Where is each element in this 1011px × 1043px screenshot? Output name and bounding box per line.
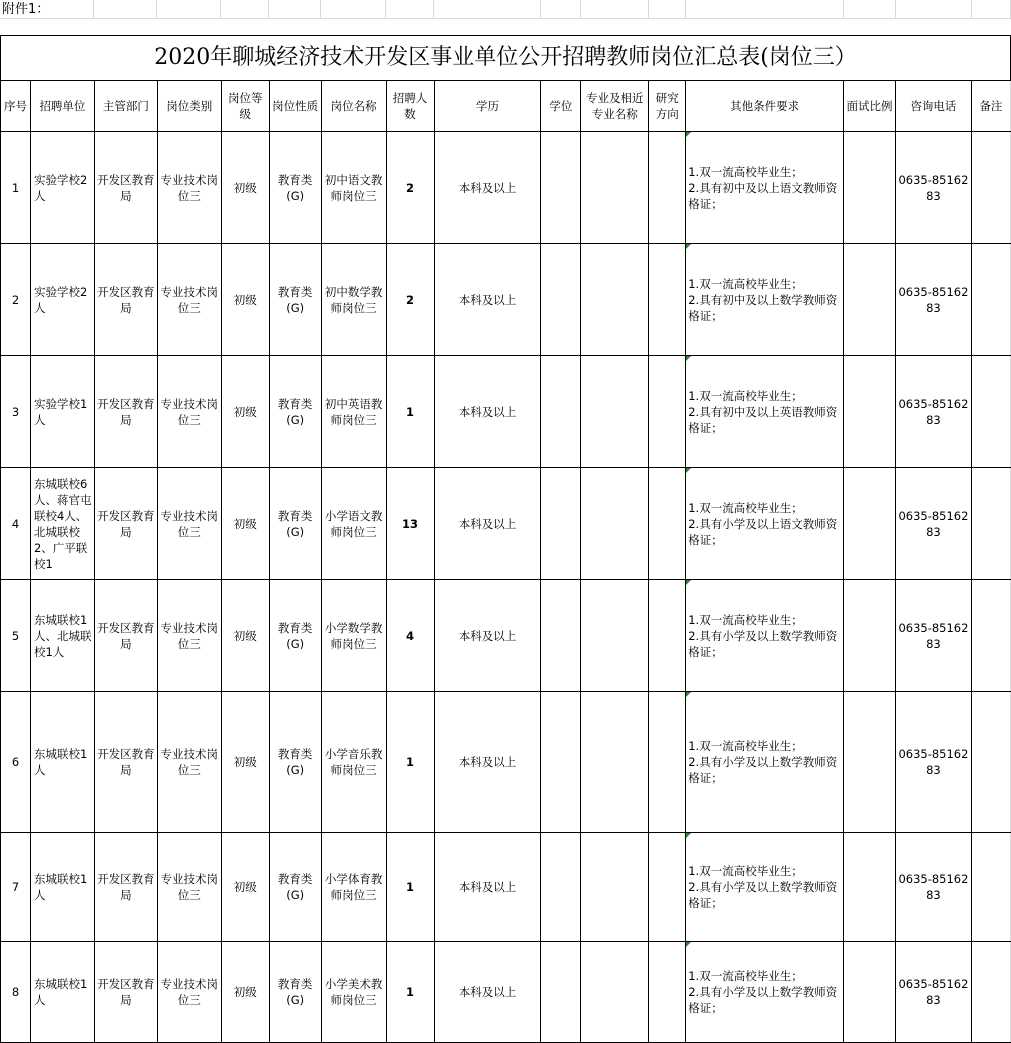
header-cell: 岗位性质 xyxy=(269,81,321,132)
post-cell[interactable]: 初中数学教师岗位三 xyxy=(321,244,386,356)
note-cell[interactable] xyxy=(971,692,1010,833)
degree-cell[interactable] xyxy=(541,244,581,356)
requirement-line: 1.双一流高校毕业生； xyxy=(688,864,803,878)
header-cell: 其他条件要求 xyxy=(686,81,844,132)
research-cell[interactable] xyxy=(649,356,686,468)
phone-cell[interactable]: 0635-8516283 xyxy=(895,244,971,356)
comment-marker-icon xyxy=(686,692,691,697)
requirement-line: 2.具有小学及以上数学教师资格证； xyxy=(688,628,838,659)
phone-cell[interactable]: 0635-8516283 xyxy=(895,692,971,833)
note-cell[interactable] xyxy=(971,833,1010,942)
level-cell[interactable]: 初级 xyxy=(221,942,269,1043)
header-cell: 主管部门 xyxy=(94,81,157,132)
header-cell: 岗位类别 xyxy=(157,81,221,132)
serial-cell[interactable]: 6 xyxy=(1,692,31,833)
unit-cell[interactable]: 实验学校1人 xyxy=(30,356,94,468)
header-cell: 备注 xyxy=(971,81,1010,132)
nature-cell[interactable]: 教育类(G) xyxy=(269,244,321,356)
nature-cell[interactable]: 教育类(G) xyxy=(269,833,321,942)
table-row xyxy=(1,132,1011,244)
level-cell[interactable]: 初级 xyxy=(221,244,269,356)
comment-marker-icon xyxy=(686,580,691,585)
degree-cell[interactable] xyxy=(541,942,581,1043)
phone-cell[interactable]: 0635-8516283 xyxy=(895,468,971,580)
category-cell[interactable]: 专业技术岗位三 xyxy=(157,580,221,692)
degree-cell[interactable] xyxy=(541,580,581,692)
count-cell[interactable]: 2 xyxy=(386,244,434,356)
level-cell[interactable]: 初级 xyxy=(221,468,269,580)
nature-cell[interactable]: 教育类(G) xyxy=(269,468,321,580)
level-cell[interactable]: 初级 xyxy=(221,132,269,244)
requirement-line: 1.双一流高校毕业生； xyxy=(688,739,803,753)
cell-n1[interactable] xyxy=(896,0,972,19)
category-cell[interactable]: 专业技术岗位三 xyxy=(157,132,221,244)
dept-cell[interactable]: 开发区教育局 xyxy=(94,244,157,356)
comment-marker-icon xyxy=(686,942,691,947)
unit-cell[interactable]: 东城联校1人 xyxy=(30,942,94,1043)
post-cell[interactable]: 小学音乐教师岗位三 xyxy=(321,692,386,833)
ratio-cell[interactable] xyxy=(844,244,896,356)
table-row xyxy=(1,580,1011,692)
sheet-top-row xyxy=(0,0,1011,20)
research-cell[interactable] xyxy=(649,244,686,356)
header-cell: 岗位等级 xyxy=(221,81,269,132)
degree-cell[interactable] xyxy=(541,692,581,833)
degree-cell[interactable] xyxy=(541,833,581,942)
cell-o1[interactable] xyxy=(972,0,1011,19)
dept-cell[interactable]: 开发区教育局 xyxy=(94,468,157,580)
count-cell[interactable]: 1 xyxy=(386,356,434,468)
dept-cell[interactable]: 开发区教育局 xyxy=(94,833,157,942)
major-cell[interactable] xyxy=(581,833,649,942)
unit-cell[interactable]: 实验学校2人 xyxy=(30,244,94,356)
degree-cell[interactable] xyxy=(541,356,581,468)
post-cell[interactable]: 小学语文教师岗位三 xyxy=(321,468,386,580)
cell-g1[interactable] xyxy=(386,0,434,19)
dept-cell[interactable]: 开发区教育局 xyxy=(94,942,157,1043)
header-cell: 咨询电话 xyxy=(895,81,971,132)
ratio-cell[interactable] xyxy=(844,580,896,692)
comment-marker-icon xyxy=(686,833,691,838)
header-cell: 研究方向 xyxy=(649,81,686,132)
requirement-line: 2.具有小学及以上语文教师资格证； xyxy=(688,516,838,547)
requirement-line: 2.具有小学及以上数学教师资格证； xyxy=(688,880,838,910)
serial-cell[interactable]: 4 xyxy=(1,468,31,580)
dept-cell[interactable]: 开发区教育局 xyxy=(94,692,157,833)
requirement-line: 2.具有小学及以上数学教师资格证； xyxy=(688,985,838,1015)
header-cell: 学位 xyxy=(541,81,581,132)
major-cell[interactable] xyxy=(581,356,649,468)
requirement-line: 1.双一流高校毕业生； xyxy=(688,388,803,403)
requirement-line: 2.具有小学及以上数学教师资格证； xyxy=(688,755,838,785)
requirements-cell[interactable] xyxy=(686,833,844,942)
requirement-line: 1.双一流高校毕业生； xyxy=(688,276,803,291)
note-cell[interactable] xyxy=(971,468,1010,580)
requirements-cell[interactable] xyxy=(686,356,844,468)
phone-cell[interactable]: 0635-8516283 xyxy=(895,356,971,468)
phone-cell[interactable]: 0635-8516283 xyxy=(895,132,971,244)
cell-j1[interactable] xyxy=(581,0,649,19)
table-row xyxy=(1,833,1011,942)
research-cell[interactable] xyxy=(649,468,686,580)
header-cell: 面试比例 xyxy=(844,81,896,132)
table-row xyxy=(1,356,1011,468)
header-cell: 专业及相近专业名称 xyxy=(581,81,649,132)
requirements-cell[interactable] xyxy=(686,580,844,692)
cell-d1[interactable] xyxy=(221,0,269,19)
cell-f1[interactable] xyxy=(321,0,386,19)
count-cell[interactable]: 1 xyxy=(386,942,434,1043)
header-cell: 招聘人数 xyxy=(386,81,434,132)
major-cell[interactable] xyxy=(581,580,649,692)
ratio-cell[interactable] xyxy=(844,833,896,942)
recruitment-table xyxy=(0,35,1011,1043)
cell-e1[interactable] xyxy=(269,0,321,19)
comment-marker-icon xyxy=(686,356,691,361)
unit-cell[interactable]: 东城联校1人、北城联校1人 xyxy=(30,580,94,692)
level-cell[interactable]: 初级 xyxy=(221,580,269,692)
serial-cell[interactable]: 2 xyxy=(1,244,31,356)
dept-cell[interactable]: 开发区教育局 xyxy=(94,132,157,244)
post-cell[interactable]: 初中语文教师岗位三 xyxy=(321,132,386,244)
note-cell[interactable] xyxy=(971,580,1010,692)
nature-cell[interactable]: 教育类(G) xyxy=(269,132,321,244)
table-title: 2020年聊城经济技术开发区事业单位公开招聘教师岗位汇总表(岗位三） xyxy=(1,36,1011,81)
category-cell[interactable]: 专业技术岗位三 xyxy=(157,244,221,356)
ratio-cell[interactable] xyxy=(844,468,896,580)
level-cell[interactable]: 初级 xyxy=(221,356,269,468)
category-cell[interactable]: 专业技术岗位三 xyxy=(157,468,221,580)
ratio-cell[interactable] xyxy=(844,132,896,244)
unit-cell[interactable]: 东城联校1人 xyxy=(30,692,94,833)
post-cell[interactable]: 小学体育教师岗位三 xyxy=(321,833,386,942)
phone-cell[interactable]: 0635-8516283 xyxy=(895,580,971,692)
requirements-cell[interactable] xyxy=(686,692,844,833)
comment-marker-icon xyxy=(686,468,691,473)
count-cell[interactable]: 13 xyxy=(386,468,434,580)
count-cell[interactable]: 1 xyxy=(386,833,434,942)
ratio-cell[interactable] xyxy=(844,692,896,833)
table-row xyxy=(1,468,1011,580)
serial-cell[interactable]: 1 xyxy=(1,132,31,244)
education-cell[interactable]: 本科及以上 xyxy=(434,356,541,468)
category-cell[interactable]: 专业技术岗位三 xyxy=(157,356,221,468)
comment-marker-icon xyxy=(686,244,691,249)
ratio-cell[interactable] xyxy=(844,942,896,1043)
cell-c1[interactable] xyxy=(157,0,221,19)
post-cell[interactable]: 小学数学教师岗位三 xyxy=(321,580,386,692)
table-row xyxy=(1,244,1011,356)
header-cell: 序号 xyxy=(1,81,31,132)
requirement-line: 1.双一流高校毕业生； xyxy=(688,500,803,515)
note-cell[interactable] xyxy=(971,132,1010,244)
header-cell: 招聘单位 xyxy=(30,81,94,132)
requirement-line: 2.具有初中及以上英语教师资格证； xyxy=(688,404,838,435)
title-row xyxy=(1,36,1011,81)
note-cell[interactable] xyxy=(971,356,1010,468)
research-cell[interactable] xyxy=(649,942,686,1043)
ratio-cell[interactable] xyxy=(844,356,896,468)
requirement-line: 2.具有初中及以上数学教师资格证； xyxy=(688,292,838,323)
header-row xyxy=(1,81,1011,132)
major-cell[interactable] xyxy=(581,244,649,356)
education-cell[interactable]: 本科及以上 xyxy=(434,580,541,692)
cell-b1[interactable] xyxy=(94,0,157,19)
research-cell[interactable] xyxy=(649,692,686,833)
level-cell[interactable]: 初级 xyxy=(221,692,269,833)
cell-h1[interactable] xyxy=(434,0,541,19)
category-cell[interactable]: 专业技术岗位三 xyxy=(157,833,221,942)
count-cell[interactable]: 1 xyxy=(386,692,434,833)
phone-cell[interactable]: 0635-8516283 xyxy=(895,833,971,942)
cell-i1[interactable] xyxy=(541,0,581,19)
attachment-label: 附件1： xyxy=(2,2,50,17)
serial-cell[interactable]: 8 xyxy=(1,942,31,1043)
major-cell[interactable] xyxy=(581,942,649,1043)
requirement-line: 1.双一流高校毕业生； xyxy=(688,969,803,983)
nature-cell[interactable]: 教育类(G) xyxy=(269,942,321,1043)
requirement-line: 2.具有初中及以上语文教师资格证； xyxy=(688,180,838,211)
nature-cell[interactable]: 教育类(G) xyxy=(269,692,321,833)
requirements-cell[interactable] xyxy=(686,942,844,1043)
cell-l1[interactable] xyxy=(686,0,844,19)
education-cell[interactable]: 本科及以上 xyxy=(434,468,541,580)
table-row xyxy=(1,942,1011,1043)
major-cell[interactable] xyxy=(581,132,649,244)
research-cell[interactable] xyxy=(649,132,686,244)
requirement-line: 1.双一流高校毕业生； xyxy=(688,612,803,627)
major-cell[interactable] xyxy=(581,692,649,833)
research-cell[interactable] xyxy=(649,580,686,692)
post-cell[interactable]: 初中英语教师岗位三 xyxy=(321,356,386,468)
level-cell[interactable]: 初级 xyxy=(221,833,269,942)
unit-cell[interactable]: 东城联校6人、蒋官屯联校4人、北城联校2、广平联校1 xyxy=(30,468,94,580)
education-cell[interactable]: 本科及以上 xyxy=(434,132,541,244)
education-cell[interactable]: 本科及以上 xyxy=(434,692,541,833)
cell-m1[interactable] xyxy=(844,0,896,19)
cell-k1[interactable] xyxy=(649,0,686,19)
serial-cell[interactable]: 7 xyxy=(1,833,31,942)
degree-cell[interactable] xyxy=(541,132,581,244)
major-cell[interactable] xyxy=(581,468,649,580)
dept-cell[interactable]: 开发区教育局 xyxy=(94,356,157,468)
unit-cell[interactable]: 东城联校1人 xyxy=(30,833,94,942)
degree-cell[interactable] xyxy=(541,468,581,580)
requirements-cell[interactable] xyxy=(686,468,844,580)
serial-cell[interactable]: 5 xyxy=(1,580,31,692)
count-cell[interactable]: 4 xyxy=(386,580,434,692)
note-cell[interactable] xyxy=(971,942,1010,1043)
nature-cell[interactable]: 教育类(G) xyxy=(269,580,321,692)
unit-cell[interactable]: 实验学校2人 xyxy=(30,132,94,244)
research-cell[interactable] xyxy=(649,833,686,942)
post-cell[interactable]: 小学美术教师岗位三 xyxy=(321,942,386,1043)
requirements-cell[interactable] xyxy=(686,244,844,356)
education-cell[interactable]: 本科及以上 xyxy=(434,942,541,1043)
header-cell: 岗位名称 xyxy=(321,81,386,132)
requirements-cell[interactable] xyxy=(686,132,844,244)
serial-cell[interactable]: 3 xyxy=(1,356,31,468)
education-cell[interactable]: 本科及以上 xyxy=(434,833,541,942)
table-row xyxy=(1,692,1011,833)
count-cell[interactable]: 2 xyxy=(386,132,434,244)
nature-cell[interactable]: 教育类(G) xyxy=(269,356,321,468)
phone-cell[interactable]: 0635-8516283 xyxy=(895,942,971,1043)
dept-cell[interactable]: 开发区教育局 xyxy=(94,580,157,692)
note-cell[interactable] xyxy=(971,244,1010,356)
header-cell: 学历 xyxy=(434,81,541,132)
education-cell[interactable]: 本科及以上 xyxy=(434,244,541,356)
category-cell[interactable]: 专业技术岗位三 xyxy=(157,942,221,1043)
requirement-line: 1.双一流高校毕业生； xyxy=(688,164,803,179)
category-cell[interactable]: 专业技术岗位三 xyxy=(157,692,221,833)
comment-marker-icon xyxy=(686,132,691,137)
